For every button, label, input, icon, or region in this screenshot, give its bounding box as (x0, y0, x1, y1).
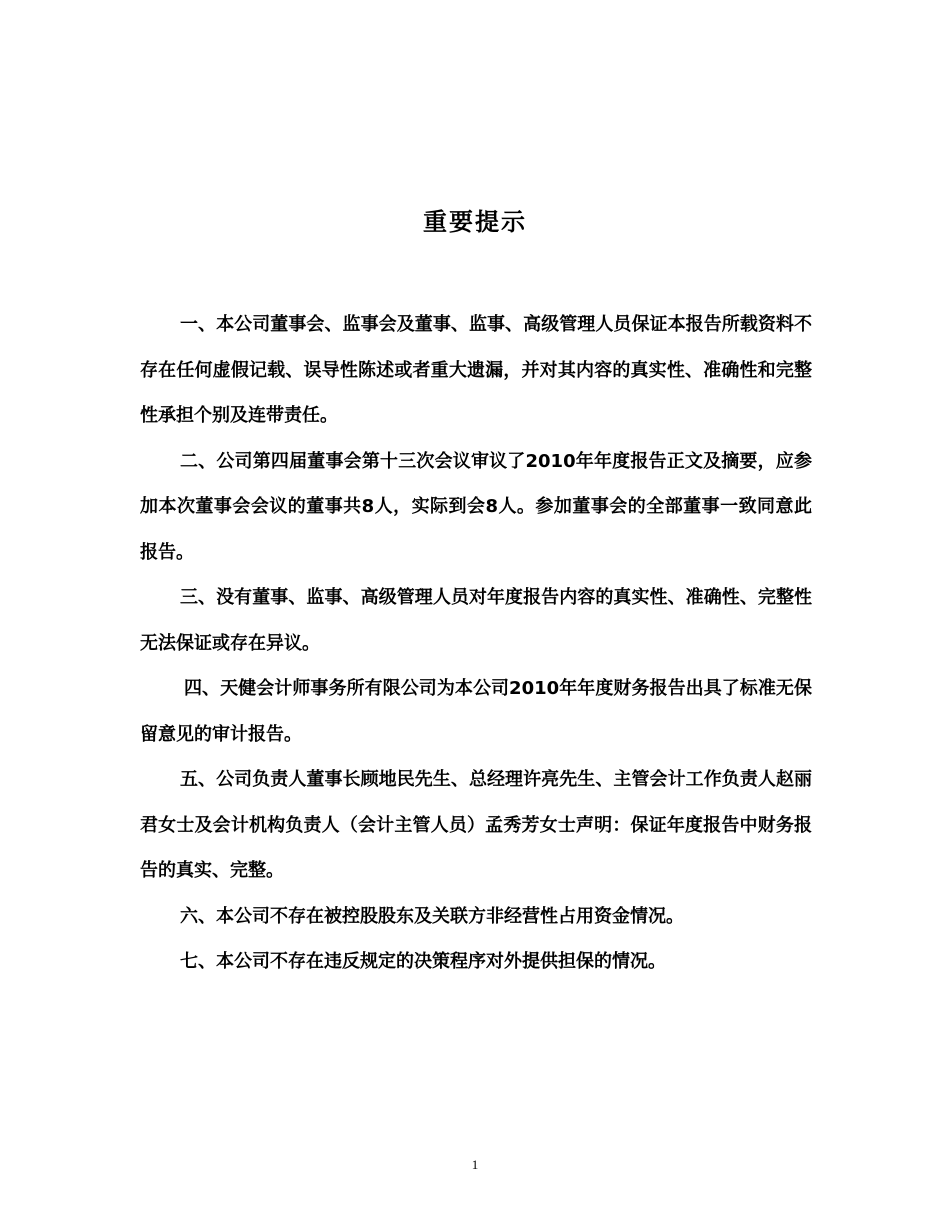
notice-paragraph-6: 六、本公司不存在被控股股东及关联方非经营性占用资金情况。 (180, 905, 684, 927)
notice-body (140, 302, 812, 985)
notice-paragraph-4: 四、天健会计师事务所有限公司为本公司2010年年度财务报告出具了标准无保留意见的审计报告。 (140, 678, 812, 745)
page-title: 重要提示 (423, 208, 527, 236)
notice-paragraph-5: 五、公司负责人董事长顾地民先生、总经理许亮先生、主管会计工作负责人赵丽君女士及会计机构负责人（会计主管人员）孟秀芳女士声明：保证年度报告中财务报告的真实、完整。 (140, 769, 812, 881)
page-number: 1 (471, 1157, 479, 1172)
notice-paragraph-1: 一、本公司董事会、监事会及董事、监事、高级管理人员保证本报告所载资料不存在任何虚假记载、误导性陈述或者重大遗漏，并对其内容的真实性、准确性和完整性承担个别及连带责任。 (140, 314, 812, 426)
notice-paragraph-2: 二、公司第四届董事会第十三次会议审议了2010年年度报告正文及摘要，应参加本次董事会会议的董事共8人，实际到会8人。参加董事会的全部董事一致同意此报告。 (140, 450, 812, 563)
notice-paragraph-3: 三、没有董事、监事、高级管理人员对年度报告内容的真实性、准确性、完整性无法保证或存在异议。 (140, 587, 812, 654)
notice-paragraph-7: 七、本公司不存在违反规定的决策程序对外提供担保的情况。 (180, 951, 666, 972)
